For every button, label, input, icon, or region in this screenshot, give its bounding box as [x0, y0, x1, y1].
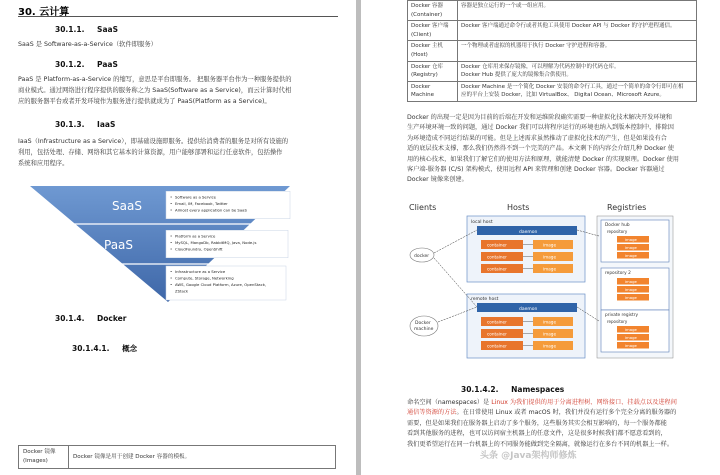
- pyramid-layer-label: PaaS: [104, 238, 134, 252]
- intro-line: 适的底层技术支撑，那么我们仍然得不到一个完美的产品。本文剩下的内容会介绍几种 Docker 使: [407, 145, 674, 153]
- desc-line: 应的平台上安装 Docker，比如 VirtualBox、 Digital Ocean、Microsoft Azure。: [461, 92, 665, 99]
- pyramid-item-text: Almost every application can be SaaS: [175, 207, 247, 213]
- registry-image-label: image: [625, 326, 637, 332]
- term-en: (Host): [411, 51, 428, 58]
- image-label: image: [543, 254, 557, 260]
- local-host-label: local host: [471, 220, 493, 225]
- intro-line: 为环境造成不同运行结果的可能。但是上述需求虽然推动了虚拟化技术的产生，但是如果没有合: [407, 134, 667, 142]
- namespaces-paragraph: [407, 398, 700, 450]
- registry-title: private registry: [605, 313, 639, 318]
- ns-line: [407, 398, 700, 408]
- image-label: image: [543, 331, 557, 337]
- image-label: image: [543, 242, 557, 248]
- term-en: (Registry): [411, 72, 438, 79]
- container-label: container: [487, 266, 507, 272]
- intro-line: 用的核心技术，如果我们了解它们的使用方法和原理，就能清楚 Docker 的实现原理。Docker 使用: [407, 155, 679, 163]
- docker-number: 30.1.4.: [55, 314, 85, 323]
- watermark: 头条 @Java架构师修炼: [480, 451, 577, 461]
- iaas-line-3: 系统和应用程序。: [18, 159, 69, 167]
- docker-architecture-diagram: [407, 200, 677, 370]
- table-row: [408, 21, 697, 41]
- iaas-line-1: IaaS（Infrastructure as a Service），即基础设施即服务。提供给消费者的服务是对所有设施的: [18, 138, 289, 145]
- term-en: (Images): [23, 458, 48, 464]
- desc-line: 容器是独立运行的一个或一组应用。: [461, 3, 550, 9]
- concept-heading: [72, 343, 137, 354]
- intro-line: 客户端-服务器 (C/S) 架构模式，使用远程 API 来管理和创建 Docker 容器。Docker 容器通过: [407, 166, 665, 174]
- remote-host-label: remote host: [471, 297, 499, 302]
- pyramid-item-text: Email, IM, Facebook, Twitter: [175, 200, 228, 206]
- docker-title: Docker: [97, 314, 127, 323]
- concept-title: 概念: [122, 344, 138, 353]
- desc-line: Docker 客户端通过命令行或者其他工具使用 Docker API 与 Docker 的守护进程通信。: [461, 23, 676, 30]
- pyramid-item-text: Compute, Storage, Networking: [175, 275, 234, 281]
- pyramid-bullet-marker: •: [170, 239, 173, 245]
- ns-highlight: 通信等资源的方法: [407, 409, 457, 417]
- pyramid-layer-label: SaaS: [112, 199, 142, 213]
- namespaces-heading: [461, 385, 564, 394]
- registry-image-label: image: [625, 278, 637, 284]
- pyramid-bullet-marker: •: [170, 282, 173, 287]
- desc-line: Docker 仓库用来保存镜像，可以理解为代码控制中的代码仓库。: [461, 63, 620, 70]
- docker-machine-node: [410, 316, 438, 336]
- iaas-text: [18, 137, 336, 169]
- term-zh: Docker 主机: [411, 43, 444, 50]
- pyramid-bullet-marker: •: [170, 269, 173, 274]
- local-daemon-label: daemon: [519, 230, 538, 235]
- iaas-line-2: 利用，包括处理、存储、网络和其它基本的计算资源，用户能够部署和运行任意软件，包括操作: [18, 148, 283, 156]
- table-row: [19, 446, 336, 469]
- table-desc-cell: [458, 41, 697, 61]
- cloud-pyramid-diagram: [30, 184, 295, 304]
- container-label: container: [487, 331, 507, 337]
- term-zh: Docker: [411, 83, 431, 90]
- repository-label: repository: [607, 319, 628, 324]
- docker-heading: [55, 314, 126, 323]
- repository-label: repository: [607, 229, 628, 234]
- pyramid-item-text: Platform as a Service: [175, 233, 216, 239]
- docker-intro-paragraph: [407, 113, 700, 186]
- registry-image-label: image: [625, 334, 637, 340]
- term-en: (Client): [411, 31, 432, 38]
- term-en: Machine: [411, 92, 435, 99]
- ns-text: 命名空间（namespaces）是: [407, 399, 492, 406]
- iaas-heading: [55, 120, 115, 129]
- container-label: container: [487, 343, 507, 349]
- concept-number: 30.1.4.1.: [72, 344, 110, 353]
- paas-text: [18, 75, 336, 107]
- paas-line-3: 应的服务器平台或者开发环境作为服务进行提供就成为了 PaaS(Platform as a Service)。: [18, 97, 271, 105]
- term-zh: Docker 仓库: [411, 63, 444, 70]
- docker-machine-label-2: machine: [414, 327, 434, 332]
- pyramid-bullet-marker: •: [170, 194, 173, 200]
- container-label: container: [487, 242, 507, 248]
- paas-heading: [55, 60, 118, 69]
- table-term-cell: [408, 81, 458, 101]
- desc-line: 一个物理或者虚拟的机器用于执行 Docker 守护进程和容器。: [461, 43, 611, 50]
- left-page: [0, 0, 356, 475]
- table-term-cell: [408, 21, 458, 41]
- remote-daemon-label: daemon: [519, 307, 538, 312]
- pyramid-bullet-marker: •: [170, 233, 173, 239]
- ns-highlight: Linux 为我们提供的用于分离进程树、网络接口、挂载点以及进程间: [491, 399, 677, 406]
- pyramid-item-text: ZStack: [175, 288, 189, 294]
- ns-line: 我们更希望运行在同一台机器上的不同服务能做到完全隔离，就像运行在多台不同的机器上一样。: [407, 440, 674, 448]
- table-term-cell: [408, 61, 458, 81]
- table-term-cell: [408, 1, 458, 21]
- pyramid-item-text: Software as a Service: [175, 194, 217, 200]
- pyramid-item-text: MySQL, MangoDb, RabbitMQ, Java, Node.js: [175, 239, 257, 245]
- table-desc-cell: [458, 81, 697, 101]
- paas-line-1: PaaS 是 Platform-as-a-Service 的缩写，意思是平台即服务。 把服务器平台作为一种服务提供的: [18, 76, 292, 83]
- term-zh: Docker 镜像: [23, 449, 56, 455]
- pyramid-item-text: CloudFoundry, OpenShift: [175, 246, 223, 252]
- pyramid-bullet-marker: •: [170, 246, 173, 252]
- registry-image-label: image: [625, 342, 637, 348]
- table-row: [408, 61, 697, 81]
- ns-line: [407, 408, 700, 418]
- table-desc-cell: Docker 镜像是用于创建 Docker 容器的模板。: [69, 446, 336, 469]
- paas-number: 30.1.2.: [55, 60, 85, 69]
- chapter-heading: 30. 云计算: [18, 7, 70, 18]
- pyramid-layer-label: IaaS: [96, 277, 122, 291]
- table-row: [408, 1, 697, 21]
- table-row: [408, 41, 697, 61]
- registry-title: Docker hub: [605, 223, 630, 228]
- hosts-label: Hosts: [507, 203, 530, 212]
- image-label: image: [543, 319, 557, 325]
- iaas-number: 30.1.3.: [55, 120, 85, 129]
- saas-heading: [55, 25, 118, 34]
- docker-concept-table-part2: [407, 0, 697, 102]
- term-zh: Docker 客户端: [411, 23, 449, 30]
- ns-line: 需要，但是如果我们在服务器上启动了多个服务，这些服务其实会相互影响的，每一个服务都能: [407, 419, 667, 427]
- container-label: container: [487, 319, 507, 325]
- intro-line: Docker 镜像来创建。: [407, 176, 468, 184]
- container-label: container: [487, 254, 507, 260]
- table-row: [408, 81, 697, 101]
- registries-label: Registries: [607, 203, 647, 212]
- image-label: image: [543, 266, 557, 272]
- table-term-cell: [19, 446, 69, 469]
- namespaces-number: 30.1.4.2.: [461, 385, 499, 394]
- desc-line: Docker Hub 提供了庞大的镜像集合供使用。: [461, 72, 572, 79]
- registry-image-label: image: [625, 236, 637, 242]
- registry-title: repository 2: [605, 271, 631, 276]
- table-desc-cell: [458, 21, 697, 41]
- pyramid-item-text: Infrastructure as a Service: [175, 269, 226, 274]
- desc-line: Docker Machine 是一个简化 Docker 安装的命令行工具，通过一个简单的命令行即可在相: [461, 83, 684, 90]
- pyramid-bullet-marker: •: [170, 200, 173, 206]
- table-term-cell: [408, 41, 458, 61]
- right-page: [361, 0, 720, 475]
- paas-title: PaaS: [97, 60, 118, 69]
- registry-image-label: image: [625, 244, 637, 250]
- intro-line: 生产环境环境一致的问题，通过 Docker 我们可以将程序运行的环境也纳入到版本控制中，排除因: [407, 124, 674, 132]
- pyramid-bullet-marker: •: [170, 207, 173, 213]
- image-label: image: [543, 343, 557, 349]
- saas-title: SaaS: [97, 25, 118, 34]
- docker-machine-label-1: Docker: [415, 321, 431, 326]
- intro-line: Docker 的出现一定是因为目前的后端在开发和运维阶段确实需要一种虚拟化技术解决开发环境和: [407, 114, 672, 121]
- term-en: (Container): [411, 11, 443, 18]
- registry-image-label: image: [625, 252, 637, 258]
- ns-line: 看到其他服务的进程，也可以访问宿主机器上的任意文件，这是很多时候我们都不愿意看到的，: [407, 430, 667, 438]
- paas-line-2: 商业模式。通过网络进行程序提供的服务称之为 SaaS(Software as a Service)，而云计算时代相: [18, 86, 292, 94]
- pyramid-bullet-marker: •: [170, 275, 173, 281]
- clients-label: Clients: [409, 203, 437, 212]
- iaas-title: IaaS: [97, 120, 116, 129]
- pyramid-item-text: AWS, Google Cloud Platform, Azure, OpenStack,: [175, 282, 267, 287]
- docker-client-label: docker: [414, 254, 430, 259]
- saas-text: SaaS 是 Software-as-a-Service（软件即服务）: [18, 41, 157, 48]
- table-desc-cell: [458, 61, 697, 81]
- ns-text: 。在日常使用 Linux 或者 macOS 时，我们并没有运行多个完全分离的服务器的: [456, 409, 677, 417]
- docker-concept-table-part1: [18, 445, 336, 469]
- registry-image-label: image: [625, 294, 637, 300]
- term-zh: Docker 容器: [411, 3, 444, 9]
- saas-number: 30.1.1.: [55, 25, 85, 34]
- registry-image-label: image: [625, 286, 637, 292]
- namespaces-title: Namespaces: [511, 385, 565, 394]
- heading-rule: [18, 16, 338, 17]
- table-desc-cell: [458, 1, 697, 21]
